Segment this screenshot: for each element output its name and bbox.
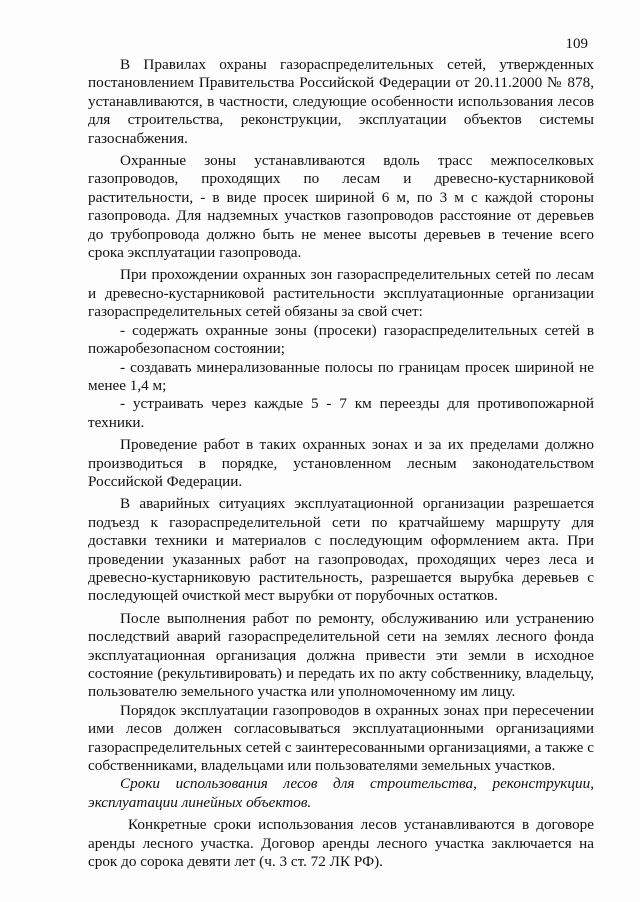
- paragraph: После выполнения работ по ремонту, обслуживанию или устранению последствий аварий газораспределительной сети на землях лесного фонда эксплуатационная организация должна привести эти земли в исходное состояние (рекультивировать) и передать их по акту собственнику, владельцу, пользователю земельного участка или уполномоченному им лицу.: [88, 609, 594, 701]
- list-item: [88, 395, 594, 432]
- paragraph: При прохождении охранных зон газораспределительных сетей по лесам и древесно-кустарниковой растительности эксплуатационные организации газораспределительных сетей обязаны за свой счет:: [88, 266, 594, 321]
- document-body: [88, 56, 594, 871]
- list-item: [88, 322, 594, 359]
- list-item-text: - устраивать через каждые 5 - 7 км переезды для противопожарной техники.: [88, 395, 594, 431]
- paragraph: Конкретные сроки использования лесов устанавливаются в договоре аренды лесного участка. Договор аренды лесного участка заключается на срок до сорока девяти лет (ч. 3 ст. 72 ЛК РФ).: [88, 816, 594, 871]
- list-item-text: - содержать охранные зоны (просеки) газораспределительных сетей в пожаробезопасном состоянии;: [88, 321, 594, 358]
- section-heading: Сроки использования лесов для строительства, реконструкции, эксплуатации линейных объектов.: [88, 775, 594, 811]
- paragraph: В Правилах охраны газораспределительных сетей, утвержденных постановлением Правительства Российской Федерации от 20.11.2000 № 878, устанавливаются, в частности, следующие особенности использования лесов для строительства, реконструкции, эксплуатации объектов системы газоснабжения.: [88, 56, 594, 147]
- page-number: 109: [565, 36, 588, 52]
- paragraph: Порядок эксплуатации газопроводов в охранных зонах при пересечении ими лесов должен согласовываться эксплуатационными организациями газораспределительных сетей с заинтересованными организациями, а также с собственниками, владельцами или пользователями земельных участков.: [88, 701, 594, 775]
- paragraph: В аварийных ситуациях эксплуатационной организации разрешается подъезд к газораспределительной сети по кратчайшему маршруту для доставки техники и материалов с последующим оформлением акта. При проведении указанных работ на газопроводах, проходящих через леса и древесно-кустарниковую растительность, разрешается вырубка деревьев с последующей очисткой мест вырубки от порубочных остатков.: [88, 495, 594, 605]
- list-item-text: - создавать минерализованные полосы по границам просек шириной не менее 1,4 м;: [88, 358, 594, 394]
- list-item: [88, 359, 594, 396]
- paragraph: Охранные зоны устанавливаются вдоль трасс межпоселковых газопроводов, проходящих по лесам и древесно-кустарниковой растительности, - в виде просек шириной 6 м, по 3 м с каждой стороны газопровода. Для надземных участков газопроводов расстояние от деревьев до трубопровода должно быть не менее высоты деревьев в течение всего срока эксплуатации газопровода.: [88, 152, 594, 262]
- paragraph: Проведение работ в таких охранных зонах и за их пределами должно производиться в порядке, установленном лесным законодательством Российской Федерации.: [88, 436, 594, 490]
